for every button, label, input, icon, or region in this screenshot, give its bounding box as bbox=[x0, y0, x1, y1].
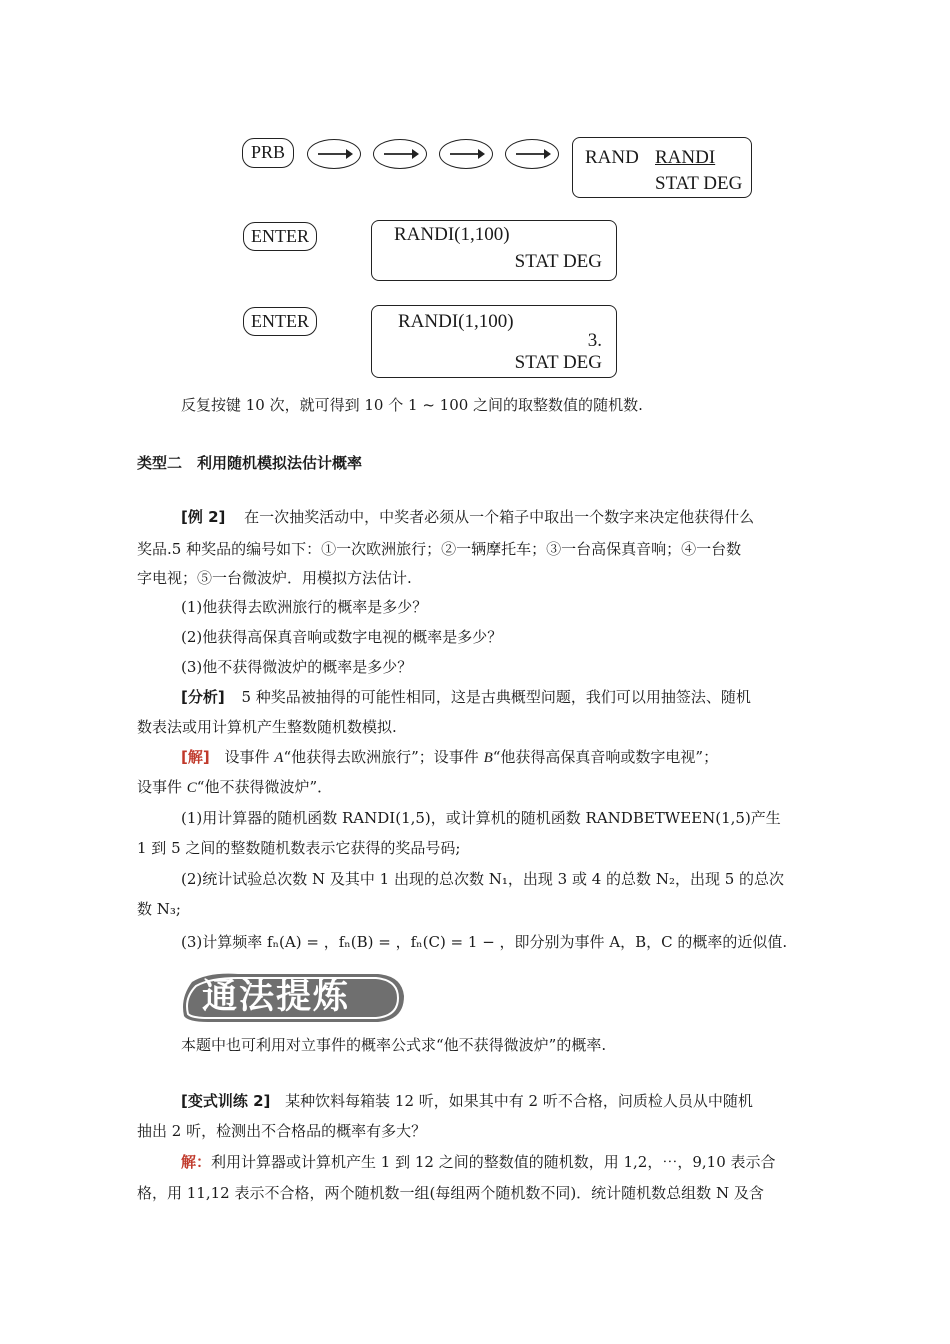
step-2-line-1: (2)统计试验总次数 N 及其中 1 出现的总次数 N₁，出现 3 或 4 的总数 N₂，出现 5 的总次 bbox=[181, 870, 785, 888]
variant-line-2: 抽出 2 听，检测出不合格品的概率有多大？ bbox=[137, 1122, 427, 1140]
screen-command: RANDI(1,100) bbox=[394, 224, 510, 245]
example-text-1: 在一次抽奖活动中，中奖者必须从一个箱子中取出一个数字来决定他获得什么 bbox=[244, 508, 755, 526]
event-c: C bbox=[186, 780, 197, 796]
variant-text-1: 某种饮料每箱装 12 听，如果其中有 2 听不合格，问质检人员从中随机 bbox=[285, 1092, 753, 1110]
question-2: (2)他获得高保真音响或数字电视的概率是多少？ bbox=[181, 628, 503, 646]
example-line-1 bbox=[181, 506, 817, 528]
answer-line-1 bbox=[181, 1151, 817, 1173]
screen-command: RANDI(1,100) bbox=[398, 311, 514, 332]
right-arrow-icon bbox=[505, 139, 559, 169]
solution-text-c: “他获得高保真音响或数字电视”； bbox=[492, 748, 719, 766]
event-a: A bbox=[274, 750, 284, 766]
analysis-line-1 bbox=[181, 686, 817, 708]
solution-line-1 bbox=[181, 746, 817, 769]
solution-line-2 bbox=[137, 776, 817, 799]
screen-randi-label: RANDI bbox=[655, 147, 716, 168]
variant-line-1 bbox=[181, 1090, 817, 1112]
analysis-label: [分析] bbox=[181, 688, 225, 706]
solution-text-b: “他获得去欧洲旅行”；设事件 bbox=[283, 748, 484, 766]
answer-line-2: 格，用 11,12 表示不合格，两个随机数一组(每组两个随机数不同)．统计随机数总组数 N 及含 bbox=[137, 1184, 764, 1202]
example-line-3: 字电视；⑤一台微波炉．用模拟方法估计. bbox=[137, 569, 412, 587]
solution-text-d: 设事件 bbox=[137, 778, 187, 796]
screen-status: STAT DEG bbox=[514, 352, 602, 373]
step-1-line-1: (1)用计算器的随机函数 RANDI(1,5)，或计算机的随机函数 RANDBETWEEN(1,5)产生 bbox=[181, 809, 781, 827]
solution-text-e: “他不获得微波炉”． bbox=[196, 778, 333, 796]
solution-label: [解] bbox=[181, 748, 210, 766]
example-label: [例 2] bbox=[181, 508, 226, 526]
example-line-2: 奖品.5 种奖品的编号如下：①一次欧洲旅行；②一辆摩托车；③一台高保真音响；④一台数 bbox=[137, 540, 742, 558]
calculator-screen-3 bbox=[371, 305, 617, 378]
badge-text: 通法提炼 bbox=[202, 977, 351, 1017]
section-title: 类型二 利用随机模拟法估计概率 bbox=[137, 454, 363, 472]
method-note: 本题中也可利用对立事件的概率公式求“他不获得微波炉”的概率. bbox=[181, 1036, 607, 1054]
repeat-note: 反复按键 10 次，就可得到 10 个 1 ~ 100 之间的取整数值的随机数. bbox=[181, 396, 643, 414]
method-summary-badge bbox=[178, 968, 408, 1026]
analysis-text-1: 5 种奖品被抽得的可能性相同，这是古典概型问题，我们可以用抽签法、随机 bbox=[241, 688, 751, 706]
enter-key: ENTER bbox=[243, 222, 317, 251]
step-1-line-2: 1 到 5 之间的整数随机数表示它获得的奖品号码; bbox=[137, 839, 461, 857]
event-b: B bbox=[483, 750, 493, 766]
right-arrow-icon bbox=[439, 139, 493, 169]
screen-value: 3. bbox=[587, 330, 602, 351]
right-arrow-icon bbox=[307, 139, 361, 169]
screen-rand-label: RAND bbox=[585, 147, 639, 168]
answer-label: 解： bbox=[181, 1153, 212, 1171]
calculator-screen-1 bbox=[572, 137, 752, 198]
right-arrow-icon bbox=[373, 139, 427, 169]
answer-text-1: 利用计算器或计算机产生 1 到 12 之间的整数值的随机数，用 1,2，⋯，9,10 表示合 bbox=[211, 1153, 776, 1171]
question-3: (3)他不获得微波炉的概率是多少？ bbox=[181, 658, 413, 676]
calculator-screen-2 bbox=[371, 220, 617, 281]
question-1: (1)他获得去欧洲旅行的概率是多少？ bbox=[181, 598, 428, 616]
solution-text-a: 设事件 bbox=[224, 748, 275, 766]
screen-status: STAT DEG bbox=[514, 251, 602, 272]
variant-label: [变式训练 2] bbox=[181, 1092, 271, 1110]
analysis-line-2: 数表法或用计算机产生整数随机数模拟. bbox=[137, 718, 397, 736]
step-2-line-2: 数 N₃; bbox=[137, 900, 181, 918]
prb-key: PRB bbox=[242, 138, 294, 168]
step-3: (3)计算频率 fₙ(A) = ，fₙ(B) = ，fₙ(C) = 1 − ，即分别为事件 A，B，C 的概率的近似值. bbox=[181, 933, 788, 951]
enter-key: ENTER bbox=[243, 307, 317, 336]
screen-status: STAT DEG bbox=[655, 173, 743, 194]
